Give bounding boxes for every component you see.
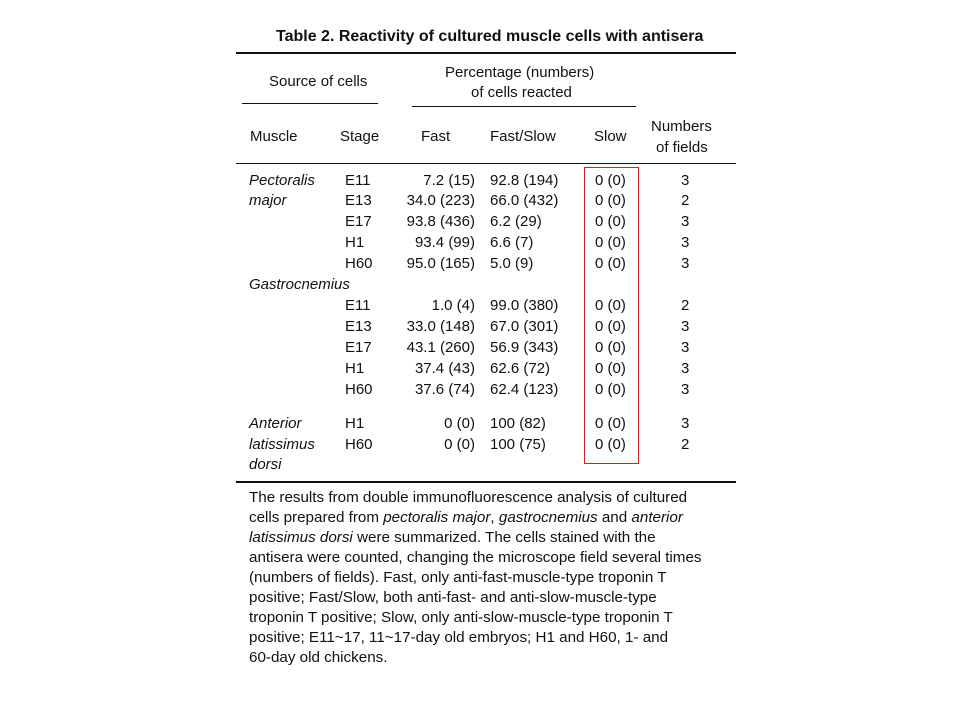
muscle-label-major: major: [249, 192, 287, 209]
cell-fields: 3: [681, 415, 690, 432]
percentage-header-line2: of cells reacted: [471, 84, 572, 101]
cell-stage: H60: [345, 381, 373, 398]
caption-line: cells prepared from pectoralis major, gastrocnemius and anterior: [249, 509, 683, 526]
cell-fast-slow: 56.9 (343): [490, 339, 559, 356]
slow-column-highlight: [584, 167, 639, 464]
cell-slow: 0 (0): [595, 318, 626, 335]
cell-fast: 1.0 (4): [431, 297, 475, 314]
cell-fields: 3: [681, 172, 690, 189]
cell-fields: 3: [681, 339, 690, 356]
caption-line: The results from double immunofluorescence analysis of cultured: [249, 489, 688, 506]
cell-fast-slow: 6.6 (7): [490, 234, 534, 251]
caption-line: (numbers of fields). Fast, only anti-fast-muscle-type troponin T: [249, 569, 667, 586]
source-underline: [242, 103, 378, 104]
cell-fields: 3: [681, 360, 690, 377]
cell-fast-slow: 62.6 (72): [490, 360, 551, 377]
cell-slow: 0 (0): [595, 234, 626, 251]
caption-line: positive; E11~17, 11~17-day old embryos; H1 and H60, 1- and: [249, 629, 669, 646]
cell-slow: 0 (0): [595, 255, 626, 272]
cell-slow: 0 (0): [595, 213, 626, 230]
col-header-muscle: Muscle: [250, 128, 298, 145]
cell-stage: H1: [345, 234, 365, 251]
col-header-slow: Slow: [594, 128, 627, 145]
cell-slow: 0 (0): [595, 360, 626, 377]
cell-fields: 3: [681, 234, 690, 251]
cell-fast: 93.4 (99): [414, 234, 475, 251]
caption-line: positive; Fast/Slow, both anti-fast- and anti-slow-muscle-type: [249, 589, 657, 606]
cell-slow: 0 (0): [595, 415, 626, 432]
cell-fast: 37.4 (43): [414, 360, 475, 377]
col-header-fields-line1: Numbers: [651, 118, 712, 135]
cell-stage: H60: [345, 255, 373, 272]
cell-slow: 0 (0): [595, 297, 626, 314]
cell-fast: 0 (0): [444, 415, 475, 432]
cell-fields: 3: [681, 213, 690, 230]
cell-fast: 7.2 (15): [423, 172, 475, 189]
cell-slow: 0 (0): [595, 436, 626, 453]
cell-fields: 3: [681, 381, 690, 398]
cell-fast: 33.0 (148): [406, 318, 475, 335]
cell-fast-slow: 5.0 (9): [490, 255, 534, 272]
caption-line: 60-day old chickens.: [249, 649, 388, 666]
col-header-fields-line2: of fields: [656, 139, 708, 156]
table-title: Table 2. Reactivity of cultured muscle cells with antisera: [276, 28, 704, 45]
top-rule: [236, 52, 736, 54]
cell-stage: H1: [345, 360, 365, 377]
cell-fast: 34.0 (223): [406, 192, 475, 209]
cell-slow: 0 (0): [595, 381, 626, 398]
bottom-rule: [236, 481, 736, 483]
cell-fields: 3: [681, 318, 690, 335]
col-header-stage: Stage: [340, 128, 380, 145]
cell-fast: 95.0 (165): [406, 255, 475, 272]
cell-stage: E13: [345, 318, 372, 335]
cell-stage: E11: [345, 172, 371, 189]
cell-fast-slow: 66.0 (432): [490, 192, 559, 209]
cell-fields: 2: [681, 436, 690, 453]
cell-fast-slow: 6.2 (29): [490, 213, 542, 230]
percentage-header-line1: Percentage (numbers): [445, 64, 595, 81]
muscle-label-gastrocnemius: Gastrocnemius: [249, 276, 350, 293]
cell-fast: 93.8 (436): [406, 213, 475, 230]
cell-fast-slow: 62.4 (123): [490, 381, 559, 398]
muscle-label-pectoralis: Pectoralis: [249, 172, 315, 189]
cell-fast: 43.1 (260): [406, 339, 475, 356]
cell-fast: 37.6 (74): [414, 381, 475, 398]
cell-fields: 2: [681, 192, 690, 209]
percentage-underline: [412, 106, 636, 107]
muscle-label-anterior: Anterior: [249, 415, 302, 432]
caption-line: latissimus dorsi were summarized. The cells stained with the: [249, 529, 656, 546]
cell-fast-slow: 99.0 (380): [490, 297, 559, 314]
col-header-fast: Fast: [421, 128, 451, 145]
cell-fast-slow: 67.0 (301): [490, 318, 559, 335]
cell-stage: E17: [345, 213, 372, 230]
cell-fast-slow: 100 (82): [490, 415, 546, 432]
cell-stage: E11: [345, 297, 371, 314]
header-rule: [236, 163, 736, 164]
caption-line: antisera were counted, changing the microscope field several times: [249, 549, 702, 566]
cell-fields: 3: [681, 255, 690, 272]
cell-fast-slow: 92.8 (194): [490, 172, 559, 189]
source-of-cells-header: Source of cells: [269, 73, 368, 90]
muscle-label-latissimus: latissimus: [249, 436, 315, 453]
cell-stage: H60: [345, 436, 373, 453]
cell-slow: 0 (0): [595, 192, 626, 209]
cell-stage: H1: [345, 415, 365, 432]
cell-fields: 2: [681, 297, 690, 314]
caption-line: troponin T positive; Slow, only anti-slow-muscle-type troponin T: [249, 609, 673, 626]
cell-fast: 0 (0): [444, 436, 475, 453]
cell-slow: 0 (0): [595, 172, 626, 189]
cell-stage: E13: [345, 192, 372, 209]
cell-slow: 0 (0): [595, 339, 626, 356]
muscle-label-dorsi: dorsi: [249, 456, 282, 473]
cell-fast-slow: 100 (75): [490, 436, 546, 453]
table-caption: [249, 488, 739, 668]
cell-stage: E17: [345, 339, 372, 356]
col-header-fast-slow: Fast/Slow: [490, 128, 556, 145]
